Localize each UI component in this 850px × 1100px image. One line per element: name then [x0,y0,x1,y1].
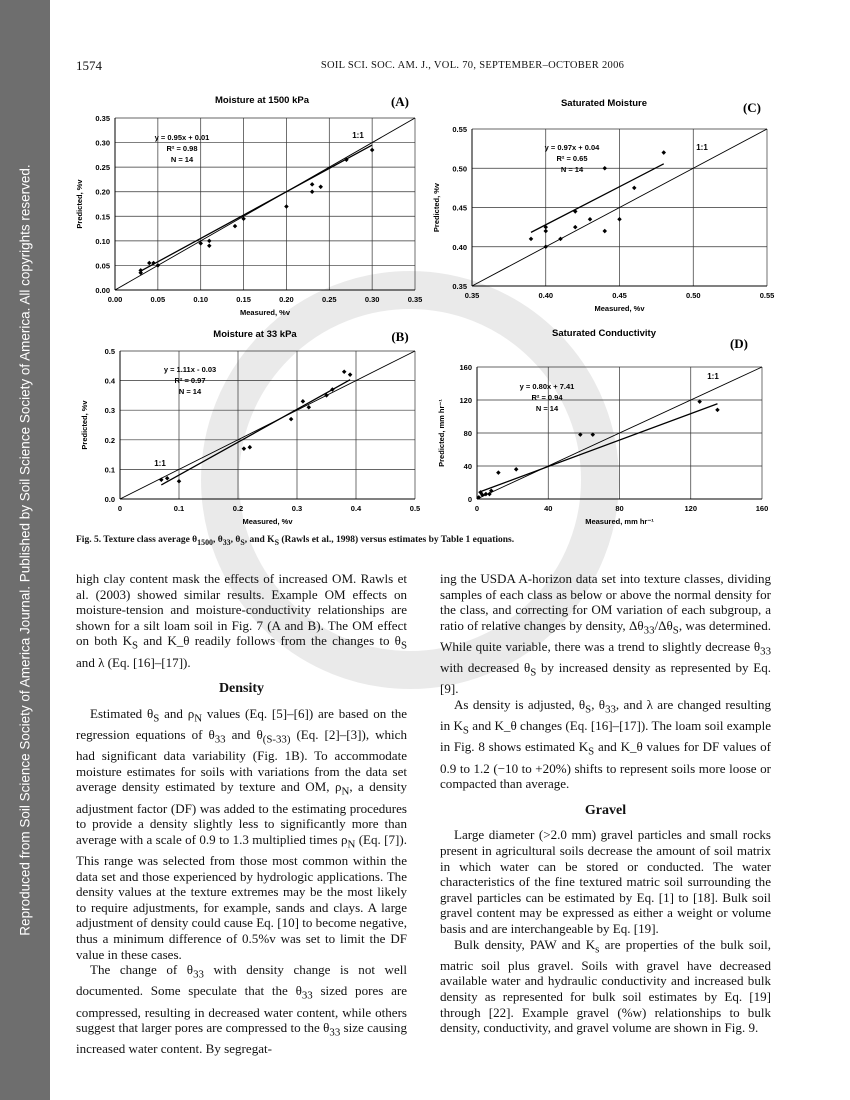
y-tick-label: 0.0 [104,495,115,504]
y-tick-label: 0.1 [104,465,115,475]
equation-line: y = 1.11x - 0.03 [163,365,217,374]
subscript: S [672,624,679,637]
figure-panel-a [70,90,430,315]
y-axis-label: Predicted, %v [432,182,441,233]
x-axis-label: Measured, %v [239,308,291,317]
copyright-notice: Reproduced from Soil Science Society of America Journal. Published by Soil Science Society of America. All copyrights reserved. [17,164,33,936]
data-point [715,408,720,413]
body-paragraph: high clay content mask the effects of increased OM. Rawls et al. (2003) showed similar results. Example OM effects on moisture-tension and moisture-conductivity relationships are shown for a silt loam soil in Fig. 7 (A and B). The OM effect on both $K_S$ and K_θ readily follows from the changes to $\theta_S$ and λ (Eq. [16]–[17]). [76,571,407,670]
section-heading: Density [218,681,265,697]
running-head: SOIL SCI. SOC. AM. J., VOL. 70, SEPTEMBER–OCTOBER 2006 [320,60,625,71]
x-tick-label: 160 [755,504,769,513]
data-point [207,244,212,249]
chart-moisture-33 [70,325,430,535]
body-paragraph: Bulk density, PAW and $K_s$ are properties of the bulk soil, matric soil plus gravel. Soils with gravel have decreased available water and hydraulic conductivity and increased bulk density as represented for bulk soil estimates by Eq. [19] through [22]. Example gravel (%w) relationships to bulk density, conductivity, and gravel volume are shown in Fig. 9. [440,936,771,1036]
y-tick-label: 0.40 [452,242,467,252]
y-axis-label: Predicted, mm hr⁻¹ [437,399,446,467]
panel-label: (C) [742,100,762,115]
copyright-sidebar [0,0,50,1100]
x-tick-label: 0.00 [107,295,123,304]
subscript: 33 [760,645,771,658]
subscript: S [153,712,160,725]
data-point [301,399,306,404]
x-axis-label: Measured, %v [594,304,645,313]
data-point [147,261,152,266]
subscript: N [347,838,356,851]
x-tick-label: 0 [117,504,123,513]
panel-label: (D) [729,336,749,351]
x-tick-label: 0.1 [173,504,185,513]
data-point [602,229,607,234]
equation-line: R² = 0.97 [174,376,206,385]
body-paragraph: As density is adjusted, $\theta_S$, $\theta_{33}$, and λ are changed resulting in $K_S$ and K_θ changes (Eq. [16]–[17]). The loam soil example in Fig. 8 shows estimated $K_S$ and K_θ values for DF values of 0.9 to 1.2 (−10 to +20%) shifts to represent soils more loose or compacted than average. [440,696,771,792]
x-tick-label: 0.15 [236,295,251,304]
subscript: S [530,666,537,679]
data-point [159,477,164,482]
subscript: 33 [605,703,616,716]
subscript: N [341,785,350,798]
x-tick-label: 0.40 [538,291,554,300]
x-tick-label: 120 [684,504,698,513]
x-axis-label: Measured, mm hr⁻¹ [585,517,654,526]
subscript: s [595,943,600,956]
data-point [348,372,353,377]
subscript: 33 [301,989,313,1002]
subscript: S [462,724,469,737]
data-point [661,150,666,155]
panel-label: (A) [390,94,410,109]
data-point [529,237,534,242]
body-paragraph: Estimated $\theta_S$ and $\rho_N$ values (Eq. [5]–[6]) are based on the regression equations of $\theta_{33}$ and $\theta_{(S-33)}$ (Eq. [2]–[3]), which had significant data variability (Fig. 1B). To accommodate moisture estimates for soils with variations from the data set average density estimated by texture and OM, $\rho_N$, a density adjustment factor (DF) was added to the estimating procedures to provide a density slightly less to significantly more than average with a scale of 0.9 to 1.3 multiplied times $\rho_N$ (Eq. [7]). This range was selected from those most common within the data set and those experienced by hydrologic applications. The density values at the texture extremes may be the most likely to require adjustments, for example, sands and clays. A large adjustment of density could cause Eq. [10] to become negative, thus a minimum difference of 0.5%v was set to limit the DF value in these cases. [76,705,408,962]
data-point [177,479,182,484]
data-point [543,244,548,249]
x-tick-label: 0.5 [409,504,421,513]
equation-line: y = 0.80x + 7.41 [519,382,575,391]
chart-title: Moisture at 33 kPa [213,329,297,340]
equation-line: R² = 0.65 [556,154,588,163]
data-point [242,446,247,451]
y-tick-label: 0 [467,495,472,504]
y-tick-label: 0.50 [452,164,467,174]
equation-line: y = 0.95x + 0.01 [154,133,210,142]
x-axis-label: Measured, %v [242,517,293,526]
one-to-one-label: 1:1 [696,143,708,152]
data-point [573,225,578,230]
y-tick-label: 0.10 [95,236,110,246]
x-tick-label: 0.50 [685,291,701,300]
equation-line: R² = 0.94 [531,393,563,402]
y-tick-label: 0.5 [104,347,115,356]
x-tick-label: 0.05 [150,295,166,304]
subscript: S [585,703,592,716]
page-number: 1574 [76,58,102,73]
y-tick-label: 0.00 [95,286,110,295]
figure-panel-b [70,325,430,535]
data-point [156,263,161,268]
body-paragraph: Large diameter (>2.0 mm) gravel particles and small rocks present in agricultural soils decrease the amount of soil matrix in which water can be stored or conducted. The water characteristics of the fine textured matric soil surrounding the gravel particles can be estimated by Eq. [1] to [18]. Bulk soil gravel content may be expressed as either a weight or volume basis and are interchangeable by Eq. [19]. [440,827,771,936]
subscript: 33 [193,968,204,981]
y-tick-label: 0.25 [95,163,110,173]
y-tick-label: 120 [459,396,472,405]
equation-line: N = 14 [178,387,202,396]
data-point [342,369,347,374]
y-tick-label: 0.35 [95,114,110,123]
x-tick-label: 0.4 [350,504,362,513]
x-tick-label: 0.35 [464,291,480,300]
regression-line [531,164,664,233]
chart-title: Saturated Moisture [560,98,648,109]
y-tick-label: 0.35 [452,282,467,291]
chart-title: Moisture at 1500 kPa [215,95,309,106]
figure-panel-d [432,325,782,535]
section-heading: Gravel [584,802,627,818]
text-column-left [76,571,407,1057]
equation-line: N = 14 [560,165,584,174]
y-tick-label: 0.2 [104,435,115,445]
data-point [248,445,253,450]
equation-line: y = 0.97x + 0.04 [544,143,600,152]
subscript: 33 [329,1026,341,1039]
x-tick-label: 0.10 [193,295,209,304]
one-to-one-label: 1:1 [154,459,166,468]
y-tick-label: 40 [463,462,472,471]
data-point [558,237,563,242]
y-tick-label: 0.3 [104,406,115,416]
data-point [310,182,315,187]
y-axis-label: Predicted, %v [75,179,84,229]
y-tick-label: 0.4 [104,376,115,386]
subscript: (S-33) [262,733,291,746]
x-tick-label: 0.35 [407,295,423,304]
x-tick-label: 0.20 [279,295,294,304]
x-tick-label: 0.55 [759,291,775,300]
x-tick-label: 0.3 [291,504,303,513]
x-tick-label: 0.30 [364,295,380,304]
subscript: S [400,639,407,652]
data-point [543,229,548,234]
chart-saturated-conductivity [432,325,782,535]
subscript: S [132,639,139,652]
chart-title: Saturated Conductivity [552,328,656,339]
data-point [284,204,289,209]
data-point [310,189,315,194]
subscript: 33 [214,733,226,746]
data-point [632,186,637,191]
y-tick-label: 0.45 [452,203,467,213]
data-point [496,470,501,475]
body-paragraph: ing the USDA A-horizon data set into texture classes, dividing samples of each class as below or above the normal density for the class, and correcting for OM variation of each subgroup, a ratio of relative changes by density, $\Delta\theta_{33}/\Delta\theta_S$, was determined. While quite variable, there was a trend to slightly decrease $\theta_{33}$ with decreased $\theta_S$ by increased density as represented by Eq. [9]. [440,571,771,697]
x-tick-label: 80 [615,504,624,513]
data-point [318,185,323,190]
data-point [207,239,212,244]
x-tick-label: 0.2 [232,504,244,513]
data-point [289,417,294,422]
y-tick-label: 0.20 [95,187,110,197]
y-axis-label: Predicted, %v [80,400,89,450]
data-point [514,467,519,472]
y-tick-label: 0.15 [95,212,110,222]
y-tick-label: 0.30 [95,138,110,148]
chart-moisture-1500 [70,90,430,315]
one-to-one-label: 1:1 [352,131,364,140]
subscript: S [588,746,595,758]
data-point [233,224,238,229]
x-tick-label: 40 [544,504,553,513]
y-tick-label: 80 [463,429,472,438]
y-tick-label: 0.55 [452,125,467,134]
data-point [370,148,375,153]
equation-line: N = 14 [170,155,194,164]
one-to-one-label: 1:1 [707,372,719,381]
equation-line: N = 14 [535,404,559,413]
data-point [617,217,622,222]
subscript: 33 [643,624,655,637]
x-tick-label: 0 [474,504,480,513]
y-tick-label: 160 [459,363,472,372]
chart-saturated-moisture [432,92,782,317]
equation-line: R² = 0.98 [166,144,198,153]
x-tick-label: 0.25 [321,295,337,304]
subscript: N [194,712,203,725]
panel-label: (B) [391,329,409,344]
data-point [165,476,170,481]
body-paragraph: The change of $\theta_{33}$ with density change is not well documented. Some speculate that the $\theta_{33}$ sized pores are compressed, resulting in decreased water content, while others suggest that larger pores are compressed to the $\theta_{33}$ size causing increased water content. By segregat- [76,962,408,1057]
data-point [588,217,593,222]
figure-panel-c [432,92,782,317]
regression-line [479,404,718,492]
x-tick-label: 0.45 [612,291,627,300]
data-point [602,166,607,171]
y-tick-label: 0.05 [95,261,110,271]
figure-caption: Fig. 5. Texture class average $\theta_{1500}$, $\theta_{33}$, $\theta_S$, and $K_S$ (Rawls et al., 1998) versus estimates by Table 1 equations. [76,535,515,547]
text-column-right [440,571,771,1036]
data-point [307,405,312,410]
